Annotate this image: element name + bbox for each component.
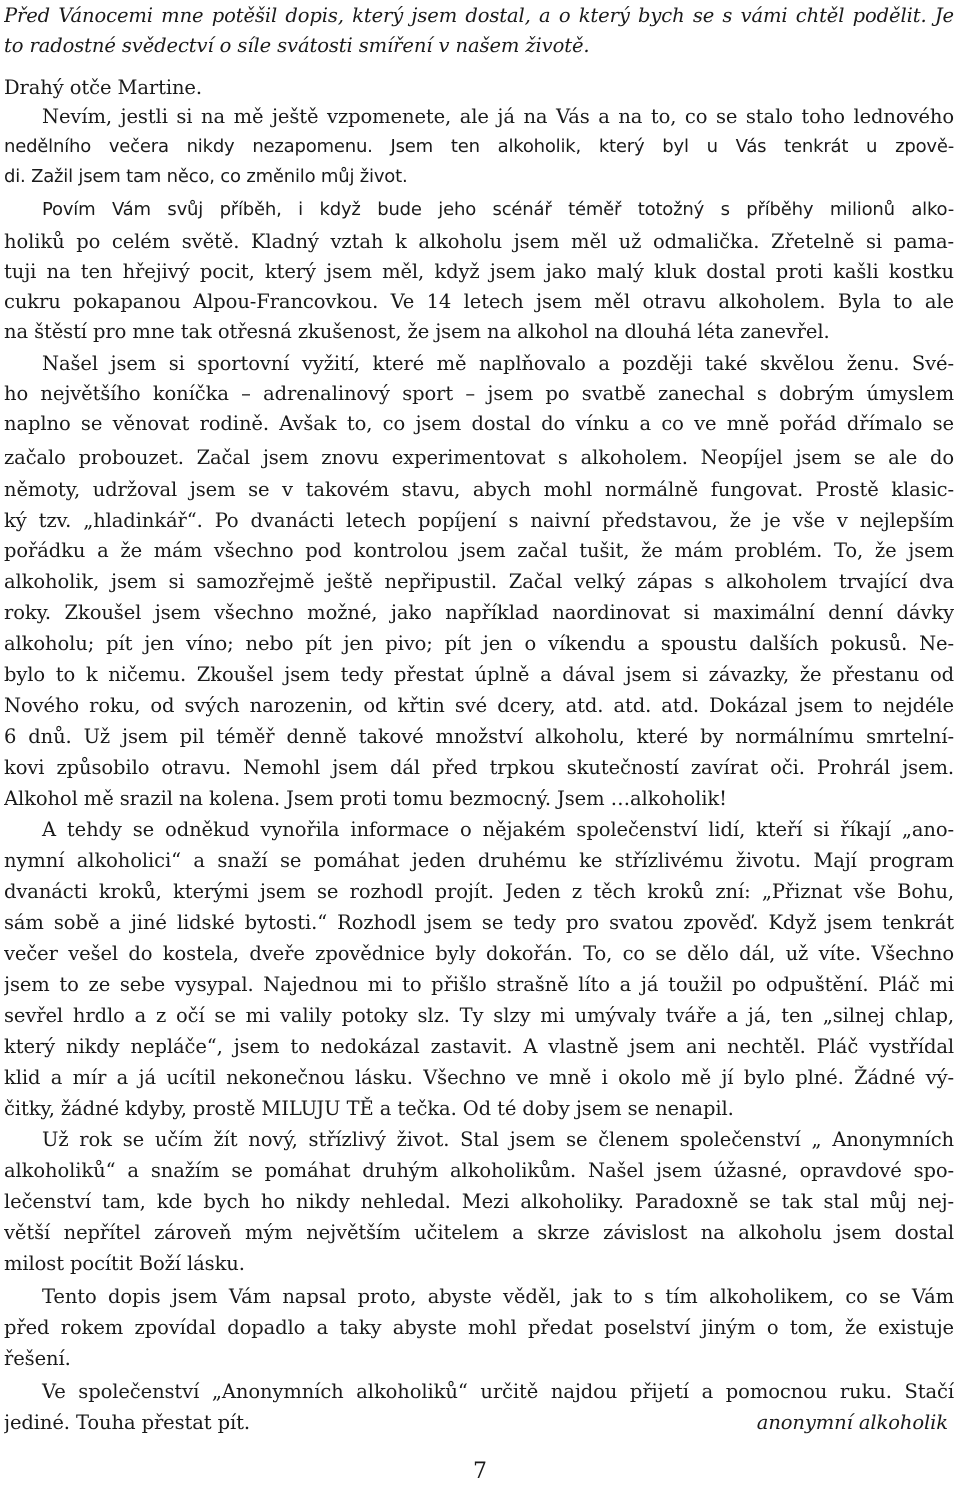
letter-closing-line <box>4 1408 954 1438</box>
letter-line: klid a mír a já ucítil nekonečnou lásku. Všechno ve mně i okolo mě jí bylo plné. Žádné vý- <box>4 1066 954 1089</box>
letter-line: větší nepřítel zároveň mým největším učitelem a skrze závislost na alkoholu jsem dostal <box>4 1221 954 1244</box>
letter-line: čitky, žádné kdyby, prostě MILUJU TĚ a tečka. Od té doby jsem se nenapil. <box>4 1097 734 1120</box>
letter-line: večer vešel do kostela, dveře zpovědnice byly dokořán. To, co se dělo dál, už víte. Všechno <box>4 942 954 965</box>
letter-line: na štěstí pro mne tak otřesná zkušenost, že jsem na alkohol na dlouhá léta zanevřel. <box>4 320 830 343</box>
letter-line: A tehdy se odněkud vynořila informace o nějakém společenství lidí, kteří si říkají „ano- <box>42 818 954 841</box>
letter-line: ký tzv. „hladinkář“. Po dvanácti letech popíjení s naivní představou, že je vše v nejlepším <box>4 509 954 532</box>
letter-line: ho největšího koníčka – adrenalinový sport – jsem po svatbě zanechal s dobrým úmyslem <box>4 382 954 405</box>
letter-line: cukru pokapanou Alpou-Francovkou. Ve 14 letech jsem měl otravu alkoholem. Byla to ale <box>4 290 954 313</box>
letter-line: nedělního večera nikdy nezapomenu. Jsem ten alkoholik, který byl u Vás tenkrát u zpově- <box>4 136 954 157</box>
letter-line: Tento dopis jsem Vám napsal proto, abyste věděl, jak to s tím alkoholikem, co se Vám <box>42 1285 954 1308</box>
letter-line: začalo probouzet. Začal jsem znovu experimentovat s alkoholem. Neopíjel jsem se ale do <box>4 446 954 469</box>
letter-line: Nevím, jestli si na mě ještě vzpomenete, ale já na Vás a na to, co se stalo toho lednového <box>42 105 954 128</box>
letter-line: naplno se věnovat rodině. Avšak to, co jsem dostal do vínku a co ve mně pořád dřímalo se <box>4 412 954 435</box>
letter-line: nymní alkoholici“ a snaží se pomáhat jeden druhému ke střízlivému životu. Mají program <box>4 849 954 872</box>
letter-line: tuji na ten hřejivý pocit, který jsem měl, když jsem jako malý kluk dostal proti kašli kostku <box>4 260 954 283</box>
letter-line: Povím Vám svůj příběh, i když bude jeho scénář téměř totožný s příběhy milionů alko- <box>42 199 954 220</box>
intro-line: Před Vánocemi mne potěšil dopis, který jsem dostal, a o který bych se s vámi chtěl podělit. Je <box>4 4 954 27</box>
letter-line: před rokem zpovídal dopadlo a taky abyste mohl předat poselství jiným o tom, že existuje <box>4 1316 954 1339</box>
letter-line: holiků po celém světě. Kladný vztah k alkoholu jsem měl už odmalička. Zřetelně si pama- <box>4 230 954 253</box>
letter-line: Alkohol mě srazil na kolena. Jsem proti tomu bezmocný. Jsem …alkoholik! <box>4 787 727 810</box>
letter-line: alkoholiků“ a snažím se pomáhat druhým alkoholikům. Našel jsem úžasné, opravdové spo- <box>4 1159 954 1182</box>
letter-line: alkoholu; pít jen víno; nebo pít jen pivo; pít jen o víkendu a spoustu dalších pokusů. Ne- <box>4 632 954 655</box>
letter-line: Nového roku, od svých narozenin, od křtin své dcery, atd. atd. atd. Dokázal jsem to nejdéle <box>4 694 954 717</box>
letter-line: Ve společenství „Anonymních alkoholiků“ určitě najdou přijetí a pomocnou ruku. Stačí <box>42 1380 954 1403</box>
letter-line: roky. Zkoušel jsem všechno možné, jako například naordinovat si maximální denní dávky <box>4 601 954 624</box>
letter-closing-text: jediné. Touha přestat pít. <box>4 1411 250 1434</box>
letter-salutation: Drahý otče Martine. <box>4 76 202 99</box>
intro-line: to radostné svědectví o síle svátosti smíření v našem životě. <box>4 34 590 57</box>
letter-line: jsem to ze sebe vysypal. Najednou mi to přišlo strašně líto a já toužil po odpuštění. Pláč mi <box>4 973 954 996</box>
letter-line: kovi způsobilo otravu. Nemohl jsem dál před trpkou skutečností zavírat oči. Prohrál jsem. <box>4 756 954 779</box>
letter-line: dvanácti kroků, kterými jsem se rozhodl projít. Jeden z těch kroků zní: „Přiznat vše Bohu, <box>4 880 954 903</box>
letter-line: di. Zažil jsem tam něco, co změnilo můj život. <box>4 166 408 187</box>
page-number: 7 <box>473 1459 487 1484</box>
letter-line: němoty, udržoval jsem se v takovém stavu, abych mohl normálně fungovat. Prostě klasic- <box>4 478 954 501</box>
letter-line: milost pocítit Boží lásku. <box>4 1252 245 1275</box>
letter-line: který nikdy nepláče“, jsem to nedokázal zastavit. A vlastně jsem ani nechtěl. Pláč vystřídal <box>4 1035 954 1058</box>
letter-line: alkoholik, jsem si samozřejmě ještě nepřipustil. Začal velký zápas s alkoholem trvající dva <box>4 570 954 593</box>
letter-signature: anonymní alkoholik <box>756 1411 948 1434</box>
letter-line: lečenství tam, kde bych ho nikdy nehledal. Mezi alkoholiky. Paradoxně se tak stal můj nej- <box>4 1190 954 1213</box>
letter-line: bylo to k ničemu. Zkoušel jsem tedy přestat úplně a dával jsem si závazky, že přestanu od <box>4 663 954 686</box>
letter-line: řešení. <box>4 1347 71 1370</box>
letter-line: sevřel hrdlo a z očí se mi valily potoky slz. Ty slzy mi umývaly tváře a já, ten „silnej chlap, <box>4 1004 954 1027</box>
letter-line: sám sobě a jiné lidské bytosti.“ Rozhodl jsem se tedy pro svatou zpověď. Když jsem tenkrát <box>4 911 954 934</box>
letter-line: pořádku a že mám všechno pod kontrolou jsem začal tušit, že mám problém. To, že jsem <box>4 539 954 562</box>
letter-line: 6 dnů. Už jsem pil téměř denně takové množství alkoholu, které by normálnímu smrtelní- <box>4 725 954 748</box>
letter-line: Našel jsem si sportovní vyžití, které mě naplňovalo a později také skvělou ženu. Své- <box>42 352 954 375</box>
letter-line: Už rok se učím žít nový, střízlivý život. Stal jsem se členem společenství „ Anonymních <box>42 1128 954 1151</box>
